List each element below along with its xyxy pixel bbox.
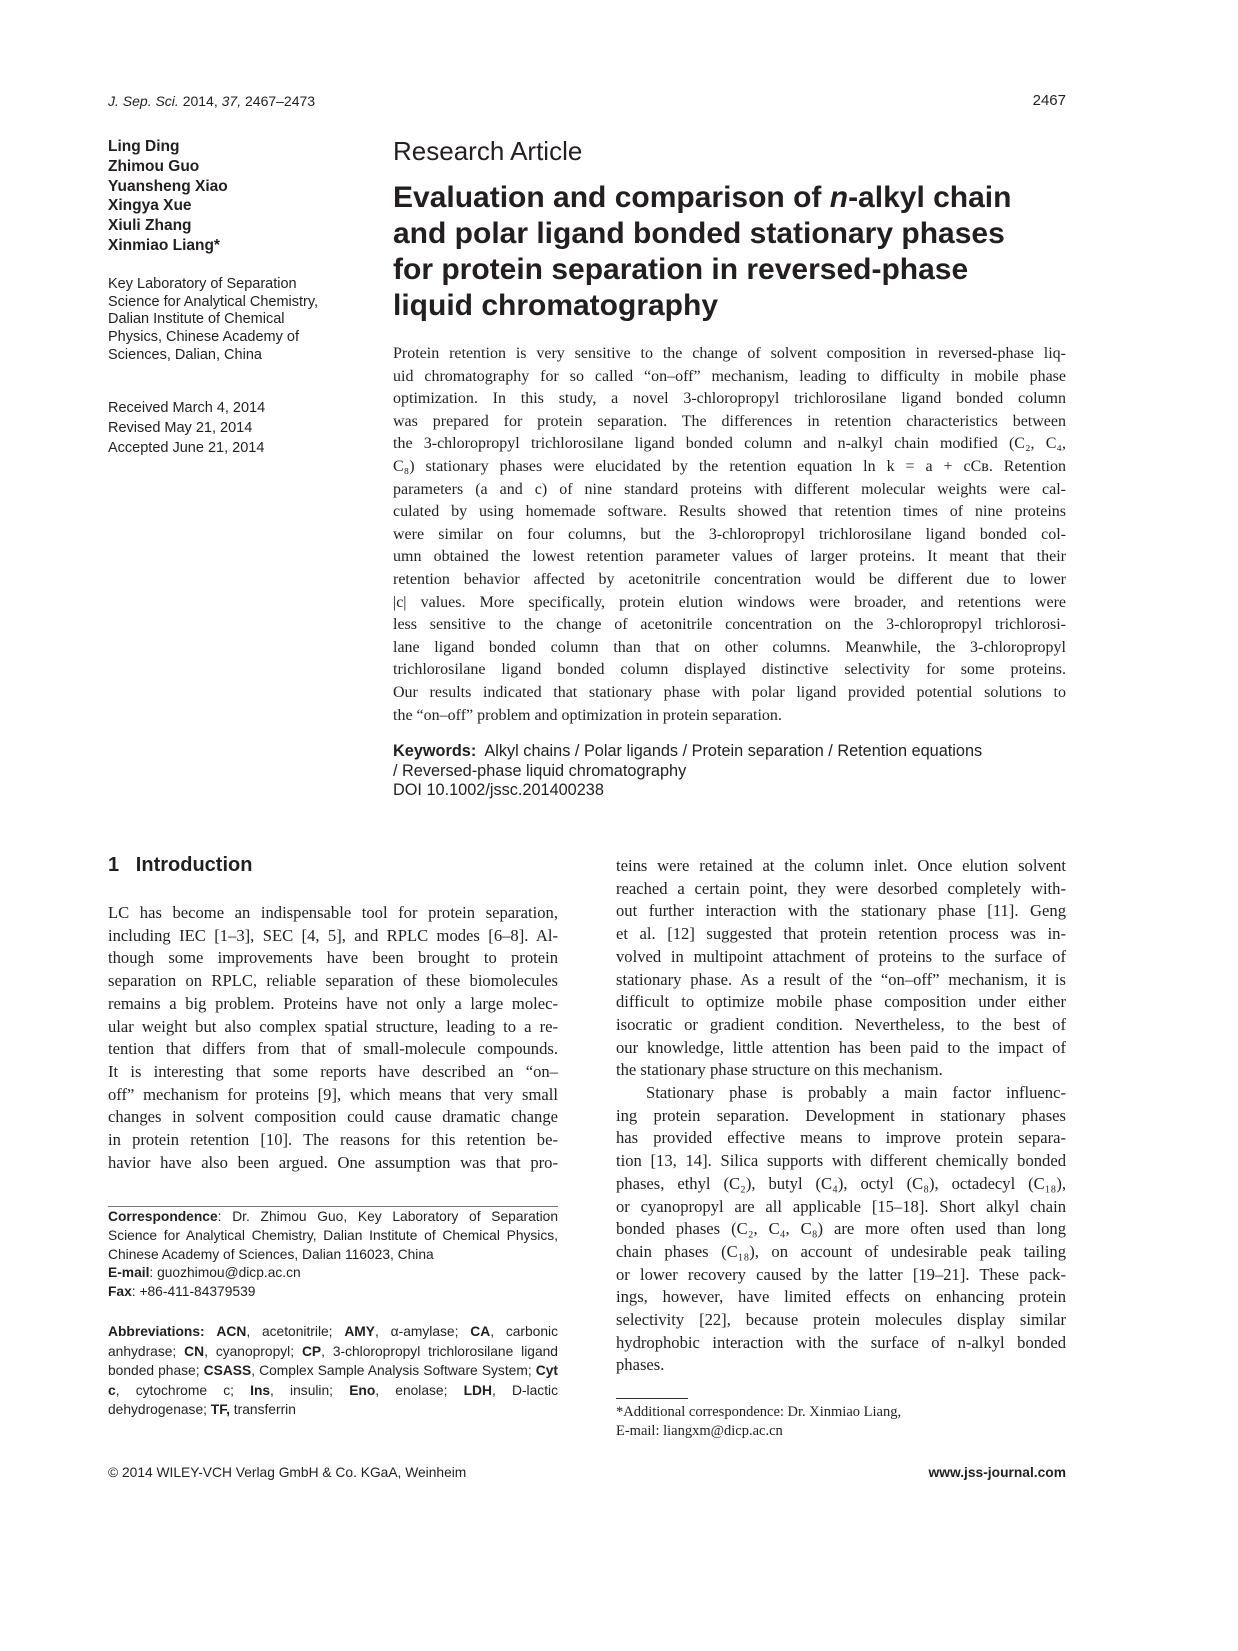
text-line: has provided effective means to improve protein separa- — [616, 1128, 1066, 1148]
text-line: phases, ethyl (C₂), butyl (C₄), octyl (C₈), octadecyl (C₁₈), — [616, 1173, 1066, 1193]
text-line: havior have also been argued. One assumption was that pro- — [108, 1152, 558, 1172]
text-line: et al. [12] suggested that protein retention process was in- — [616, 924, 1066, 944]
footnote-line: *Additional correspondence: Dr. Xinmiao Liang, — [616, 1404, 902, 1420]
author-name: Xinmiao Liang* — [108, 236, 220, 254]
title-line: liquid chromatography — [393, 289, 719, 322]
text-line: hydrophobic interaction with the surface of n-alkyl bonded — [616, 1332, 1066, 1352]
affiliation-line: Sciences, Dalian, China — [108, 346, 262, 363]
abbreviation-term: Eno — [349, 1382, 376, 1398]
affiliation-line: Science for Analytical Chemistry, — [108, 293, 319, 310]
text-line: retention behavior affected by acetonitrile concentration would be different due to lower — [393, 570, 1066, 588]
affiliation-line: Physics, Chinese Academy of — [108, 329, 300, 346]
text-line: reached a certain point, they were desorbed completely with- — [616, 878, 1066, 898]
intro-left-paragraph — [108, 902, 558, 1174]
text-line: uid chromatography for so called “on–off” mechanism, leading to difficulty in mobile phase — [393, 367, 1066, 385]
abbreviation-definition: , 3-chloropropyl trichlorosilane ligand bonded phase; — [108, 1343, 558, 1379]
title-text: n — [829, 181, 849, 214]
keywords-label: Keywords: — [393, 742, 477, 760]
keywords-text: / Reversed-phase liquid chromatography — [393, 761, 687, 780]
text-line: ing protein separation. Development in stationary phases — [616, 1105, 1066, 1125]
text-line: trichlorosilane ligand bonded column displayed distinctive selectivity for some proteins. — [393, 661, 1066, 679]
footnote-line: E-mail: liangxm@dicp.ac.cn — [616, 1422, 783, 1439]
text-line: bonded phases (C₂, C₄, C₈) are more often used than long — [616, 1219, 1066, 1239]
text-line: though some improvements have been brought to protein — [108, 948, 558, 968]
divider — [108, 1206, 558, 1207]
text-line: culated by using homemade software. Results showed that retention times of nine proteins — [393, 503, 1066, 521]
abbreviation-term: CSASS — [203, 1363, 252, 1379]
abbreviation-definition: , α-amylase; — [375, 1324, 471, 1339]
page-number: 2467 — [1032, 92, 1066, 109]
text-line: lane ligand bonded column than that on other columns. Meanwhile, the 3-chloropropyl — [393, 638, 1066, 656]
text-line: Our results indicated that stationary phase with polar ligand provided potential solutions to — [393, 683, 1066, 701]
article-type: Research Article — [393, 136, 583, 166]
text-line: was prepared for protein separation. The differences in retention characteristics between — [393, 412, 1066, 430]
text-line: off” mechanism for proteins [9], which means that very small — [108, 1084, 558, 1104]
abbreviation-term: Cyt c — [108, 1363, 558, 1398]
title-line — [393, 180, 1011, 216]
text-line: phases. — [616, 1355, 665, 1375]
text-line: C₈) stationary phases were elucidated by the retention equation ln k = a + cCʙ. Retention — [393, 457, 1066, 475]
doi[interactable]: DOI 10.1002/jssc.201400238 — [393, 781, 604, 799]
text-line: our knowledge, little attention has been paid to the impact of — [616, 1037, 1066, 1057]
journal-year: 2014, — [182, 93, 218, 109]
abbreviations-label: Abbreviations: — [108, 1324, 205, 1339]
text-line: in protein retention [10]. The reasons for this retention be- — [108, 1130, 558, 1150]
author-name: Xingya Xue — [108, 197, 192, 215]
text-line: Stationary phase is probably a main factor influenc- — [646, 1083, 1066, 1102]
copyright: © 2014 WILEY-VCH Verlag GmbH & Co. KGaA, Weinheim — [108, 1465, 467, 1480]
email[interactable]: : guozhimou@dicp.ac.cn — [149, 1265, 301, 1281]
keywords — [393, 742, 982, 801]
section-title: Introduction — [135, 854, 253, 876]
fax-label: Fax — [108, 1284, 132, 1300]
affiliation-line: Key Laboratory of Separation — [108, 276, 297, 292]
journal-volume: 37, — [221, 93, 242, 109]
text-line: the “on–off” problem and optimization in protein separation. — [393, 706, 782, 724]
intro-right-paragraph-1 — [616, 855, 1066, 1082]
abbreviation-definition: , carbonic anhydrase; — [108, 1324, 558, 1359]
email-label: E-mail — [108, 1265, 150, 1281]
text-line: teins were retained at the column inlet. Once elution solvent — [616, 856, 1066, 875]
date-line: Accepted June 21, 2014 — [108, 440, 265, 456]
affiliation — [108, 276, 318, 365]
author-name: Ling Ding — [108, 138, 180, 155]
text-line: tention that differs from that of small-molecule compounds. — [108, 1039, 558, 1059]
text-line: It is interesting that some reports have described an “on– — [108, 1061, 558, 1081]
title-text: Evaluation and comparison of — [393, 181, 830, 214]
journal-website[interactable]: www.jss-journal.com — [928, 1465, 1066, 1480]
text-line: volved in multipoint attachment of proteins to the surface of — [616, 946, 1066, 966]
title-line: for protein separation in reversed-phase — [393, 253, 969, 286]
text-line: Protein retention is very sensitive to the change of solvent composition in reversed-phase liq- — [393, 345, 1066, 362]
abbreviation-term: TF, — [210, 1402, 230, 1418]
text-line: were similar on four columns, but the 3-chloropropyl trichlorosilane ligand bonded col- — [393, 525, 1066, 543]
abbreviation-definition: , cytochrome c; — [115, 1382, 251, 1398]
correspondence-label: Correspondence — [108, 1209, 218, 1224]
text-line: separation on RPLC, reliable separation of these biomolecules — [108, 971, 558, 991]
text-line: including IEC [1–3], SEC [4, 5], and RPLC modes [6–8]. Al- — [108, 925, 558, 945]
abbreviation-definition: , acetonitrile; — [246, 1324, 345, 1339]
text-line: less sensitive to the change of acetonitrile concentration on the 3-chloropropyl trichlorosi- — [393, 616, 1066, 634]
text-line: |c| values. More specifically, protein elution windows were broader, and retentions were — [393, 593, 1066, 611]
text-line: isocratic or gradient condition. Nevertheless, to the best of — [616, 1014, 1066, 1034]
section-number: 1 — [108, 854, 120, 876]
text-line: difficult to optimize mobile phase composition under either — [616, 992, 1066, 1012]
abbreviation-definition: , Complex Sample Analysis Software System; — [251, 1363, 536, 1379]
abbreviation-term: ACN — [216, 1324, 247, 1339]
abbreviation-definition: , D-lactic dehydrogenase; — [108, 1382, 558, 1418]
text-line: ular weight but also complex spatial structure, leading to a re- — [108, 1016, 558, 1036]
abbreviation-term: LDH — [463, 1382, 492, 1398]
abbreviation-definition: , cyanopropyl; — [204, 1343, 302, 1359]
text-line: LC has become an indispensable tool for protein separation, — [108, 903, 558, 922]
title-line: and polar ligand bonded stationary phases — [393, 217, 1005, 250]
abstract — [393, 343, 1066, 727]
abbreviation-term: CN — [184, 1343, 205, 1359]
footnote-rule — [616, 1398, 688, 1399]
keywords-text: Alkyl chains / Polar ligands / Protein separation / Retention equations — [484, 742, 983, 760]
author-list — [108, 137, 228, 256]
text-line: out further interaction with the stationary phase [11]. Geng — [616, 901, 1066, 921]
abbreviation-term: AMY — [344, 1324, 375, 1339]
abbreviations — [108, 1322, 558, 1420]
abbreviation-term: CP — [301, 1343, 322, 1359]
fax: : +86-411-84379539 — [131, 1284, 256, 1300]
text-line: chain phases (C₁₈), on account of undesirable peak tailing — [616, 1241, 1066, 1261]
article-dates — [108, 398, 265, 458]
journal-citation — [108, 93, 315, 109]
author-name: Yuansheng Xiao — [108, 177, 228, 195]
intro-right-paragraph-2 — [616, 1082, 1066, 1377]
text-line: parameters (a and c) of nine standard proteins with different molecular weights were cal- — [393, 480, 1066, 498]
text-line: selectivity [22], because protein molecules display similar — [616, 1310, 1066, 1330]
abbreviation-definition: , insulin; — [270, 1382, 350, 1398]
text-line: tion [13, 14]. Silica supports with different chemically bonded — [616, 1151, 1066, 1171]
abbreviation-term: CA — [470, 1324, 491, 1339]
section-heading — [108, 854, 252, 877]
article-title — [393, 180, 1011, 324]
date-line: Revised May 21, 2014 — [108, 420, 253, 436]
author-name: Xiuli Zhang — [108, 217, 192, 235]
journal-name: J. Sep. Sci. — [108, 93, 179, 109]
abbreviation-definition: , enolase; — [375, 1382, 464, 1398]
journal-pages: 2467–2473 — [245, 93, 316, 109]
abbreviation-definition: transferrin — [229, 1402, 296, 1418]
text-line: the 3-chloropropyl trichlorosilane ligand bonded column and n-alkyl chain modified (C₂, C₄, — [393, 435, 1066, 453]
text-line: optimization. In this study, a novel 3-chloropropyl trichlorosilane ligand bonded column — [393, 390, 1066, 408]
correspondence-text: : Dr. Zhimou Guo, Key Laboratory of Separation Science for Analytical Chemistry, Dalian Institute of Chemical Physics, Chinese Academy of Sciences, Dalian 116023, China — [108, 1209, 558, 1262]
affiliation-line: Dalian Institute of Chemical — [108, 311, 285, 328]
title-text: -alkyl chain — [848, 181, 1012, 214]
text-line: changes in solvent composition could cause dramatic change — [108, 1107, 558, 1127]
text-line: umn obtained the lowest retention parameter values of larger proteins. It meant that their — [393, 548, 1066, 566]
text-line: or lower recovery caused by the latter [19–21]. These pack- — [616, 1264, 1066, 1284]
author-name: Zhimou Guo — [108, 157, 200, 175]
text-line: remains a big problem. Proteins have not only a large molec- — [108, 993, 558, 1013]
text-line: stationary phase. As a result of the “on–off” mechanism, it is — [616, 969, 1066, 989]
abbreviation-term: Ins — [250, 1382, 271, 1398]
text-line: the stationary phase structure on this mechanism. — [616, 1060, 943, 1080]
footnote — [616, 1403, 901, 1440]
text-line: ings, however, have limited effects on enhancing protein — [616, 1287, 1066, 1307]
text-line: or cyanopropyl are all applicable [15–18]. Short alkyl chain — [616, 1196, 1066, 1216]
date-line: Received March 4, 2014 — [108, 400, 266, 416]
correspondence — [108, 1208, 558, 1302]
